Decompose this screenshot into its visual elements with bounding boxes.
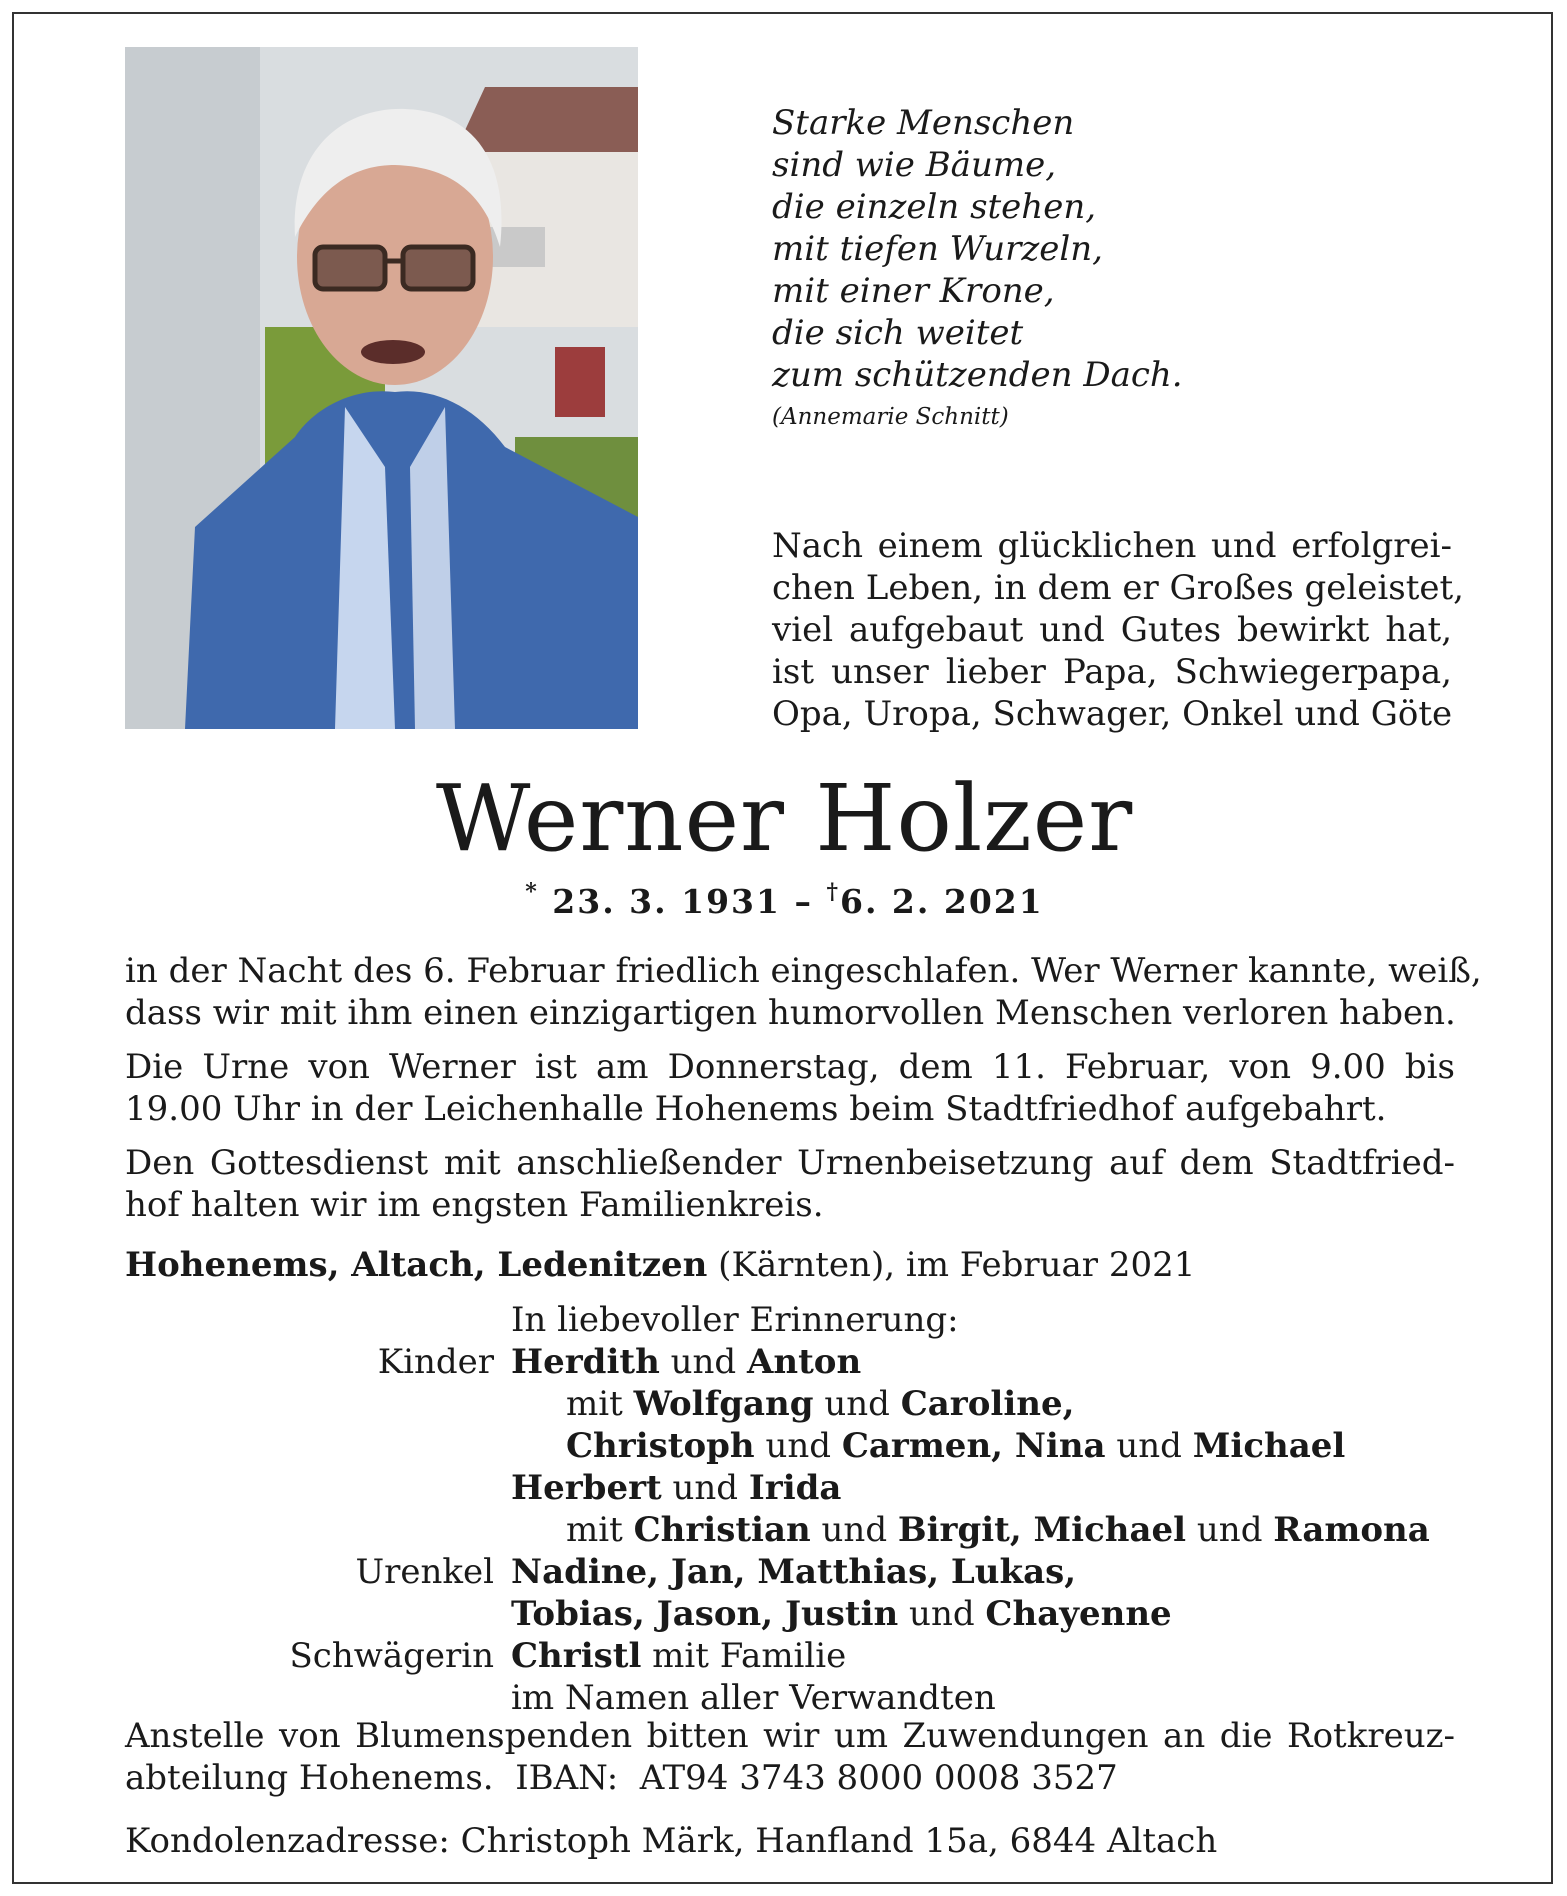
family-names [566,1383,1074,1425]
person-name: Christl [511,1636,642,1676]
family-heading-row [14,1299,1555,1341]
conjunction: und [1186,1510,1274,1550]
conjunction: und [661,1468,749,1508]
family-row [14,1677,1555,1719]
conjunction: und [810,1510,898,1550]
death-date: 6. 2. 2021 [839,882,1044,921]
conjunction: und [754,1426,842,1466]
family-names [511,1467,841,1509]
place-rest: (Kärnten), im Februar 2021 [707,1245,1196,1285]
conjunction: und [659,1342,747,1382]
deceased-name: Werner Holzer [435,765,1134,872]
family-names [566,1425,1345,1467]
family-names [511,1341,861,1383]
conjunction: mit [566,1384,634,1424]
family-names [511,1593,1172,1635]
person-name: Michael [1192,1426,1346,1466]
person-name: Chayenne [985,1594,1172,1634]
poem [772,102,1183,434]
obituary-page [12,12,1553,1884]
poem-line: sind wie Bäume, [772,145,1057,185]
body-line: in der Nacht des 6. Februar friedlich eingeschlafen. Wer Werner kannte, weiß, [125,951,1482,991]
person-name: Herdith [511,1342,660,1382]
death-symbol: † [826,879,840,905]
paragraph-service [125,1142,1455,1226]
person-name: Anton [746,1342,862,1382]
birth-symbol: * [525,879,539,905]
family-row [14,1551,1555,1593]
date-dash: – [794,882,813,921]
birth-date: 23. 3. 1931 [552,882,781,921]
body-line: dass wir mit ihm einen einzigartigen humorvollen Menschen verloren haben. [125,993,1456,1033]
family-row [14,1425,1555,1467]
paragraph-urn [125,1046,1455,1130]
life-dates [14,879,1555,921]
person-name: Irida [748,1468,842,1508]
condolence-address: Kondolenzadresse: Christoph Märk, Hanfland 15a, 6844 Altach [125,1821,1218,1861]
intro-line: Opa, Uropa, Schwager, Onkel und Göte [772,694,1453,734]
intro-line: chen Leben, in dem er Großes geleistet, [772,568,1464,608]
intro-line: viel aufgebaut und Gutes bewirkt hat, [772,610,1452,650]
conjunction: mit Familie [641,1636,847,1676]
person-name: Carmen, Nina [841,1426,1106,1466]
poem-line: mit einer Krone, [772,271,1055,311]
intro-line: Nach einem glücklichen und erfolgrei- [772,526,1452,566]
family-heading: In liebevoller Erinnerung: [511,1300,959,1340]
person-name: Christoph [566,1426,755,1466]
family-names [511,1635,846,1677]
poem-line: die sich weitet [772,313,1024,353]
poem-line: mit tiefen Wurzeln, [772,229,1103,269]
conjunction: mit [566,1510,634,1550]
donation-note [125,1715,1455,1799]
donation-line: abteilung Hohenems. IBAN: AT94 3743 8000 0008 3527 [125,1758,1118,1798]
role-label-schwaegerin: Schwägerin [289,1636,494,1676]
person-name: Christian [633,1510,811,1550]
paragraph-passing [125,950,1482,1034]
family-names [566,1509,1430,1551]
family-row [14,1593,1555,1635]
portrait-illustration [125,47,638,729]
family-row [14,1341,1555,1383]
poem-line: zum schützenden Dach. [772,355,1183,395]
conjunction: und [898,1594,986,1634]
poem-author: (Annemarie Schnitt) [772,404,1009,430]
family-row [14,1467,1555,1509]
intro-text [772,525,1464,735]
family-list [14,1299,1555,1719]
place-date-line [125,1244,1195,1286]
role-label-urenkel: Urenkel [355,1552,494,1592]
person-name: Birgit, Michael [897,1510,1187,1550]
conjunction: und [813,1384,901,1424]
family-row [14,1383,1555,1425]
poem-line: die einzeln stehen, [772,187,1097,227]
family-closing: im Namen aller Verwandten [511,1678,996,1718]
body-line: hof halten wir im engsten Familienkreis. [125,1185,824,1225]
person-name: Caroline, [900,1384,1075,1424]
family-names [511,1551,1076,1593]
person-name: Tobias, Jason, Justin [511,1594,899,1634]
intro-line: ist unser lieber Papa, Schwiegerpapa, [772,652,1452,692]
person-name: Herbert [511,1468,662,1508]
conjunction: und [1105,1426,1193,1466]
donation-line: Anstelle von Blumenspenden bitten wir um Zuwendungen an die Rotkreuz- [125,1716,1455,1756]
place-names: Hohenems, Altach, Ledenitzen [125,1245,708,1285]
person-name: Nadine, Jan, Matthias, Lukas, [511,1552,1077,1592]
family-row [14,1509,1555,1551]
role-label-kinder: Kinder [377,1342,494,1382]
family-row [14,1635,1555,1677]
body-line: Die Urne von Werner ist am Donnerstag, dem 11. Februar, von 9.00 bis [125,1047,1455,1087]
announcement-body [125,950,1482,1238]
body-line: 19.00 Uhr in der Leichenhalle Hohenems beim Stadtfriedhof aufgebahrt. [125,1089,1387,1129]
body-line: Den Gottesdienst mit anschließender Urnenbeisetzung auf dem Stadtfried- [125,1143,1455,1183]
poem-line: Starke Menschen [772,103,1075,143]
person-name: Ramona [1273,1510,1430,1550]
person-name: Wolfgang [633,1384,814,1424]
portrait-photo [125,47,638,729]
